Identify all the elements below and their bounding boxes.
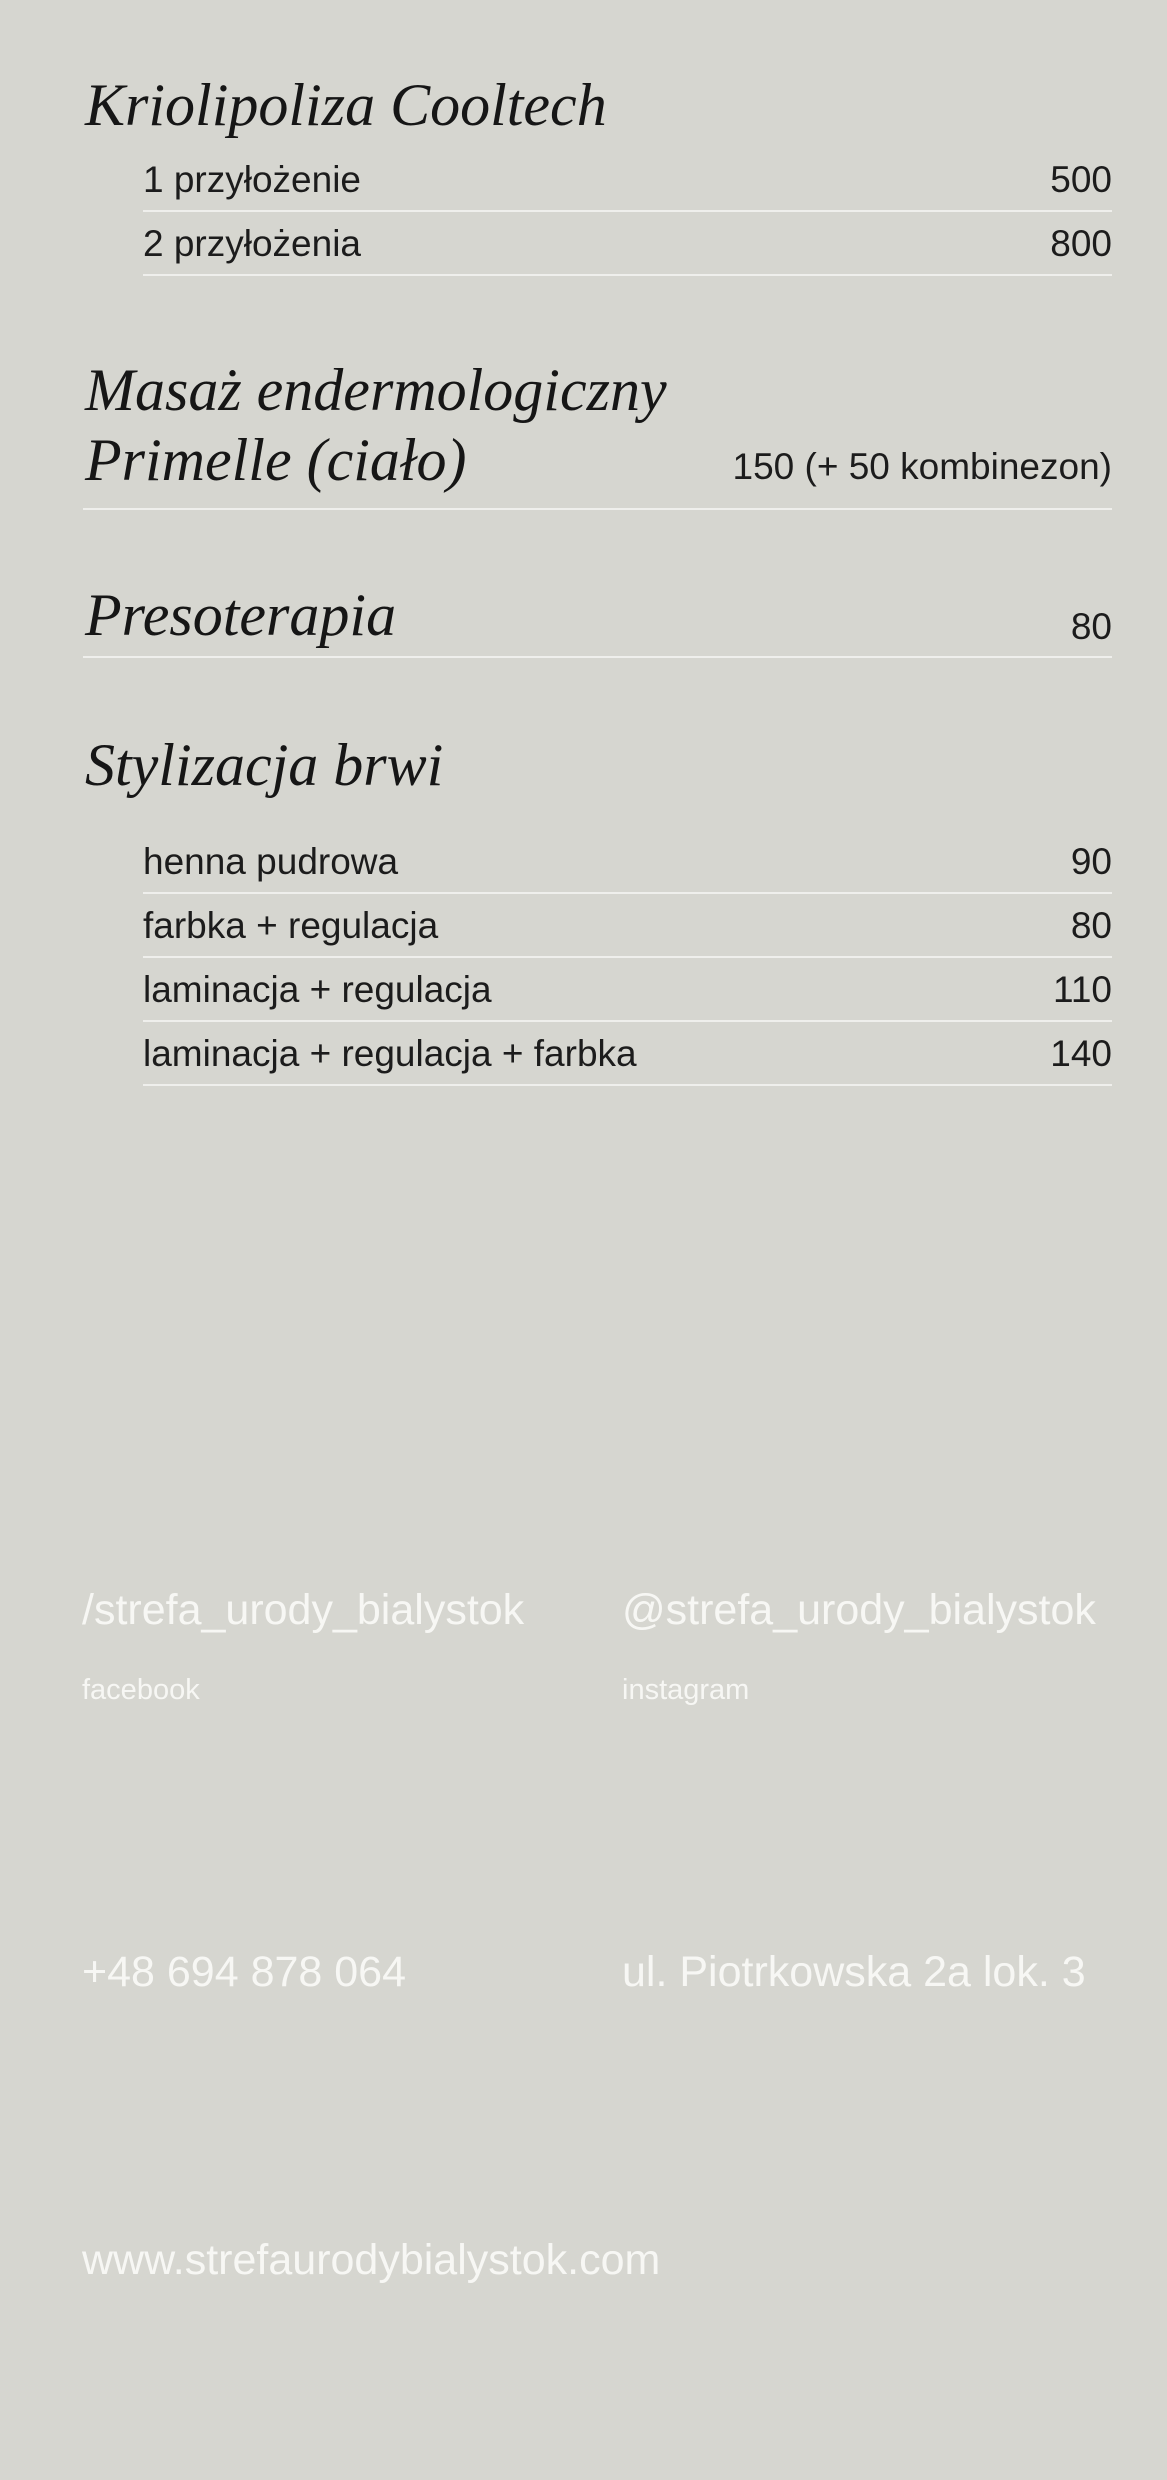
instagram-handle[interactable]: @strefa_urody_bialystok	[622, 1586, 1096, 1634]
price-row	[143, 1022, 1112, 1086]
presoterapia-price: 80	[1070, 606, 1112, 647]
price-row	[143, 894, 1112, 958]
service-price: 90	[1070, 841, 1112, 882]
section-divider	[83, 508, 1112, 510]
masaz-price: 150 (+ 50 kombinezon)	[732, 446, 1112, 487]
website-link[interactable]: www.strefaurodybialystok.com	[82, 2236, 661, 2284]
section-divider	[83, 656, 1112, 658]
service-label: farbka + regulacja	[143, 905, 439, 946]
instagram-label: instagram	[622, 1674, 750, 1706]
section-title-masaz-line2: Primelle (ciało)	[85, 427, 467, 493]
service-label: laminacja + regulacja + farbka	[143, 1033, 637, 1074]
price-row	[143, 830, 1112, 894]
facebook-handle[interactable]: /strefa_urody_bialystok	[82, 1586, 525, 1634]
service-price: 500	[1050, 159, 1112, 200]
service-price: 140	[1050, 1033, 1112, 1074]
price-row	[143, 148, 1112, 212]
phone-number[interactable]: +48 694 878 064	[82, 1948, 407, 1996]
price-row	[143, 958, 1112, 1022]
section-title-presoterapia: Presoterapia	[85, 582, 397, 648]
service-label: laminacja + regulacja	[143, 969, 492, 1010]
price-row	[143, 212, 1112, 276]
service-label: 1 przyłożenie	[143, 159, 362, 200]
section-title-masaz-line1: Masaż endermologiczny	[85, 357, 667, 423]
service-price: 110	[1053, 969, 1112, 1010]
section-title-kriolipoliza: Kriolipoliza Cooltech	[85, 72, 607, 138]
service-price: 800	[1050, 223, 1112, 264]
facebook-label: facebook	[82, 1674, 200, 1706]
service-label: henna pudrowa	[143, 841, 399, 882]
service-label: 2 przyłożenia	[143, 223, 362, 264]
address: ul. Piotrkowska 2a lok. 3	[622, 1948, 1086, 1996]
section-title-brwi: Stylizacja brwi	[85, 732, 444, 798]
service-price: 80	[1070, 905, 1112, 946]
